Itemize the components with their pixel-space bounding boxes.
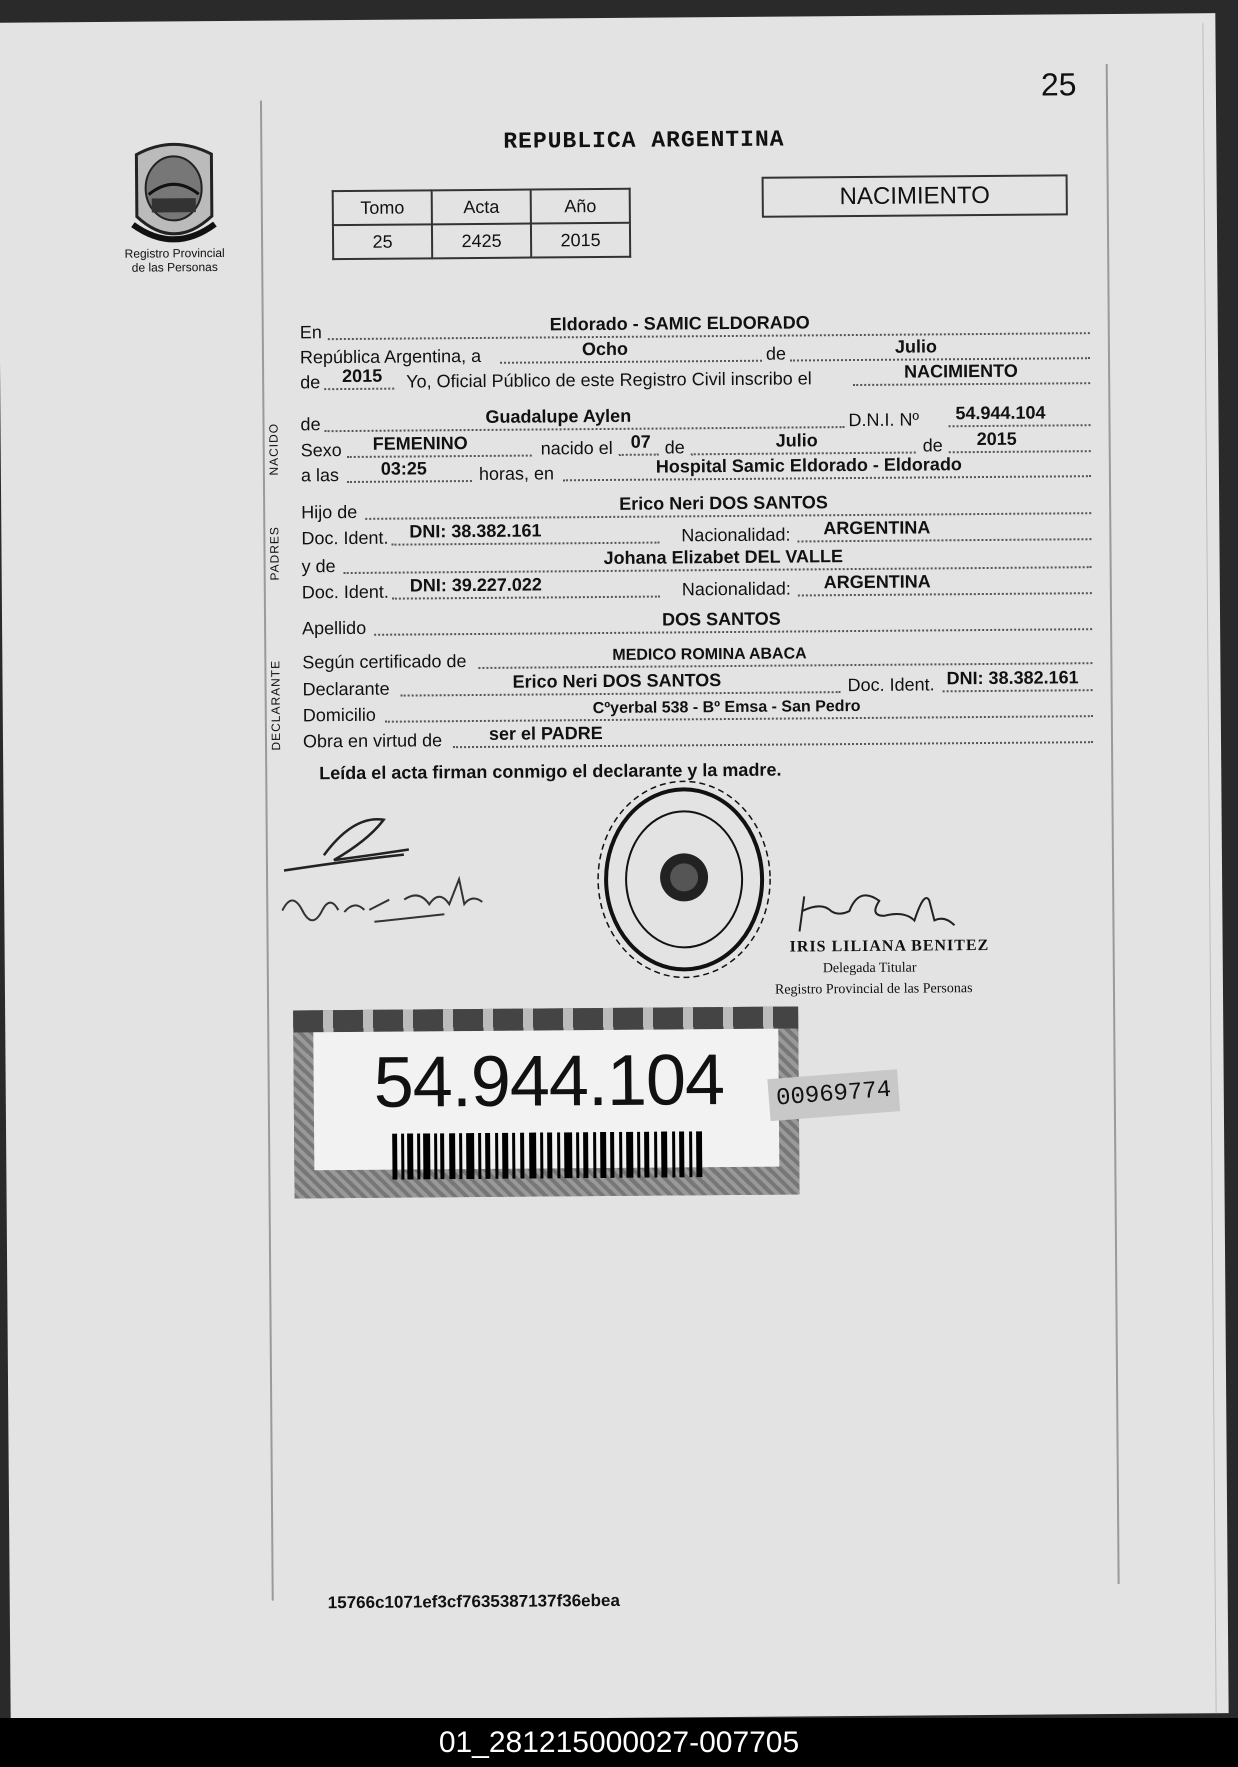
field-nac-mes: Julio [775, 430, 818, 451]
field-anio: 2015 [342, 365, 383, 387]
label-y-de: y de [301, 556, 336, 577]
field-dia: Ocho [581, 338, 629, 360]
scan-filename-footer: 01_281215000027-007705 [0, 1718, 1238, 1767]
field-padre-doc: DNI: 38.382.161 [409, 520, 542, 542]
dni-barcode-label [293, 1006, 799, 1198]
field-nac-anio: 2015 [976, 428, 1017, 450]
side-label-nacido: NACIDO [266, 422, 281, 476]
field-hora: 03:25 [380, 458, 427, 479]
barcode-number: 54.944.104 [373, 1040, 725, 1123]
official-seal-stamp [593, 777, 775, 983]
label-hijo-de: Hijo de [301, 501, 358, 523]
left-margin-rule [260, 101, 274, 1601]
document-page [0, 13, 1229, 1723]
field-mes: Julio [894, 336, 938, 357]
label-en: En [299, 322, 322, 343]
field-apellido: DOS SANTOS [661, 608, 781, 630]
record-type-box: NACIMIENTO [762, 174, 1068, 217]
label-apellido: Apellido [302, 617, 367, 639]
official-org: Registro Provincial de las Personas [774, 981, 973, 998]
label-de-anio: de [300, 372, 321, 393]
field-declarante-doc: DNI: 38.382.161 [946, 667, 1079, 689]
row-obra [303, 723, 1093, 755]
signature-mother [274, 809, 505, 931]
value-tomo: 25 [333, 224, 432, 259]
row-apellido [302, 610, 1092, 642]
field-certificado: MEDICO ROMINA ABACA [612, 645, 807, 664]
field-madre-doc: DNI: 39.227.022 [409, 574, 542, 596]
logo-caption: Registro Provincial de las Personas [124, 245, 225, 275]
label-nacionalidad-padre: Nacionalidad: [681, 524, 791, 546]
field-declarante: Erico Neri DOS SANTOS [512, 670, 722, 692]
label-doc-ident-padre: Doc. Ident. [301, 527, 389, 549]
label-nacido-el: nacido el [540, 437, 613, 459]
row-hora [300, 454, 1091, 489]
field-madre-nac: ARGENTINA [823, 571, 931, 593]
field-padre: Erico Neri DOS SANTOS [619, 492, 828, 514]
row-madre-doc [301, 571, 1092, 606]
field-acto: NACIMIENTO [904, 360, 1018, 382]
document-hash: 15766c1071ef3cf7635387137f36ebea [327, 1590, 620, 1613]
field-domicilio: Cºyerbal 538 - Bº Emsa - San Pedro [592, 697, 861, 718]
label-horas-en: horas, en [478, 463, 555, 484]
field-sexo: FEMENINO [372, 433, 468, 454]
signature-official [789, 875, 969, 936]
label-declarante: Declarante [302, 678, 390, 700]
header-tomo: Tomo [333, 190, 432, 225]
official-name: IRIS LILIANA BENITEZ [789, 936, 990, 956]
label-de-nac-anio: de [922, 435, 943, 456]
barcode-icon [392, 1131, 702, 1179]
field-nac-dia: 07 [630, 431, 651, 452]
label-doc-ident-declarante: Doc. Ident. [847, 674, 935, 696]
misiones-crest-logo [126, 136, 222, 257]
header-acta: Acta [432, 190, 531, 225]
closing-statement: Leída el acta firman conmigo el declarante y la madre. [319, 759, 782, 784]
label-de-mes: de [765, 343, 787, 364]
field-madre: Johana Elizabet DEL VALLE [603, 546, 844, 568]
label-domicilio: Domicilio [302, 704, 376, 726]
serial-number-sticker: 00969774 [767, 1069, 900, 1121]
field-nombre: Guadalupe Aylen [485, 405, 632, 427]
row-inscripcion [300, 360, 1090, 396]
field-dni: 54.944.104 [955, 402, 1046, 424]
official-role: Delegada Titular [822, 960, 917, 977]
label-sexo: Sexo [300, 440, 342, 461]
label-doc-ident-madre: Doc. Ident. [301, 581, 389, 603]
field-obra: ser el PADRE [488, 723, 603, 744]
label-de-nac-mes: de [664, 437, 685, 458]
label-segun: Según certificado de [302, 651, 467, 673]
value-acta: 2425 [432, 224, 531, 259]
document-title: REPUBLICA ARGENTINA [503, 126, 785, 155]
label-yo: Yo, Oficial Público de este Registro Civil inscribo el [406, 368, 812, 392]
page-number: 25 [1040, 66, 1077, 103]
label-republica: República Argentina, a [299, 345, 482, 368]
label-de-nombre: de [300, 414, 321, 435]
field-padre-nac: ARGENTINA [823, 517, 931, 539]
record-table [332, 188, 632, 260]
side-label-declarante: DECLARANTE [268, 659, 284, 751]
label-nacionalidad-madre: Nacionalidad: [681, 578, 791, 600]
label-dni: D.N.I. Nº [848, 409, 920, 431]
value-anio: 2015 [531, 223, 630, 258]
field-lugar: Eldorado - SAMIC ELDORADO [549, 312, 810, 335]
side-label-padres: PADRES [267, 526, 282, 581]
field-lugar-nac: Hospital Samic Eldorado - Eldorado [655, 454, 962, 477]
page-edge [1202, 23, 1216, 1713]
label-obra: Obra en virtud de [302, 730, 443, 752]
header-anio: Año [531, 189, 630, 224]
label-a-las: a las [300, 465, 340, 486]
right-margin-rule [1106, 64, 1120, 1584]
